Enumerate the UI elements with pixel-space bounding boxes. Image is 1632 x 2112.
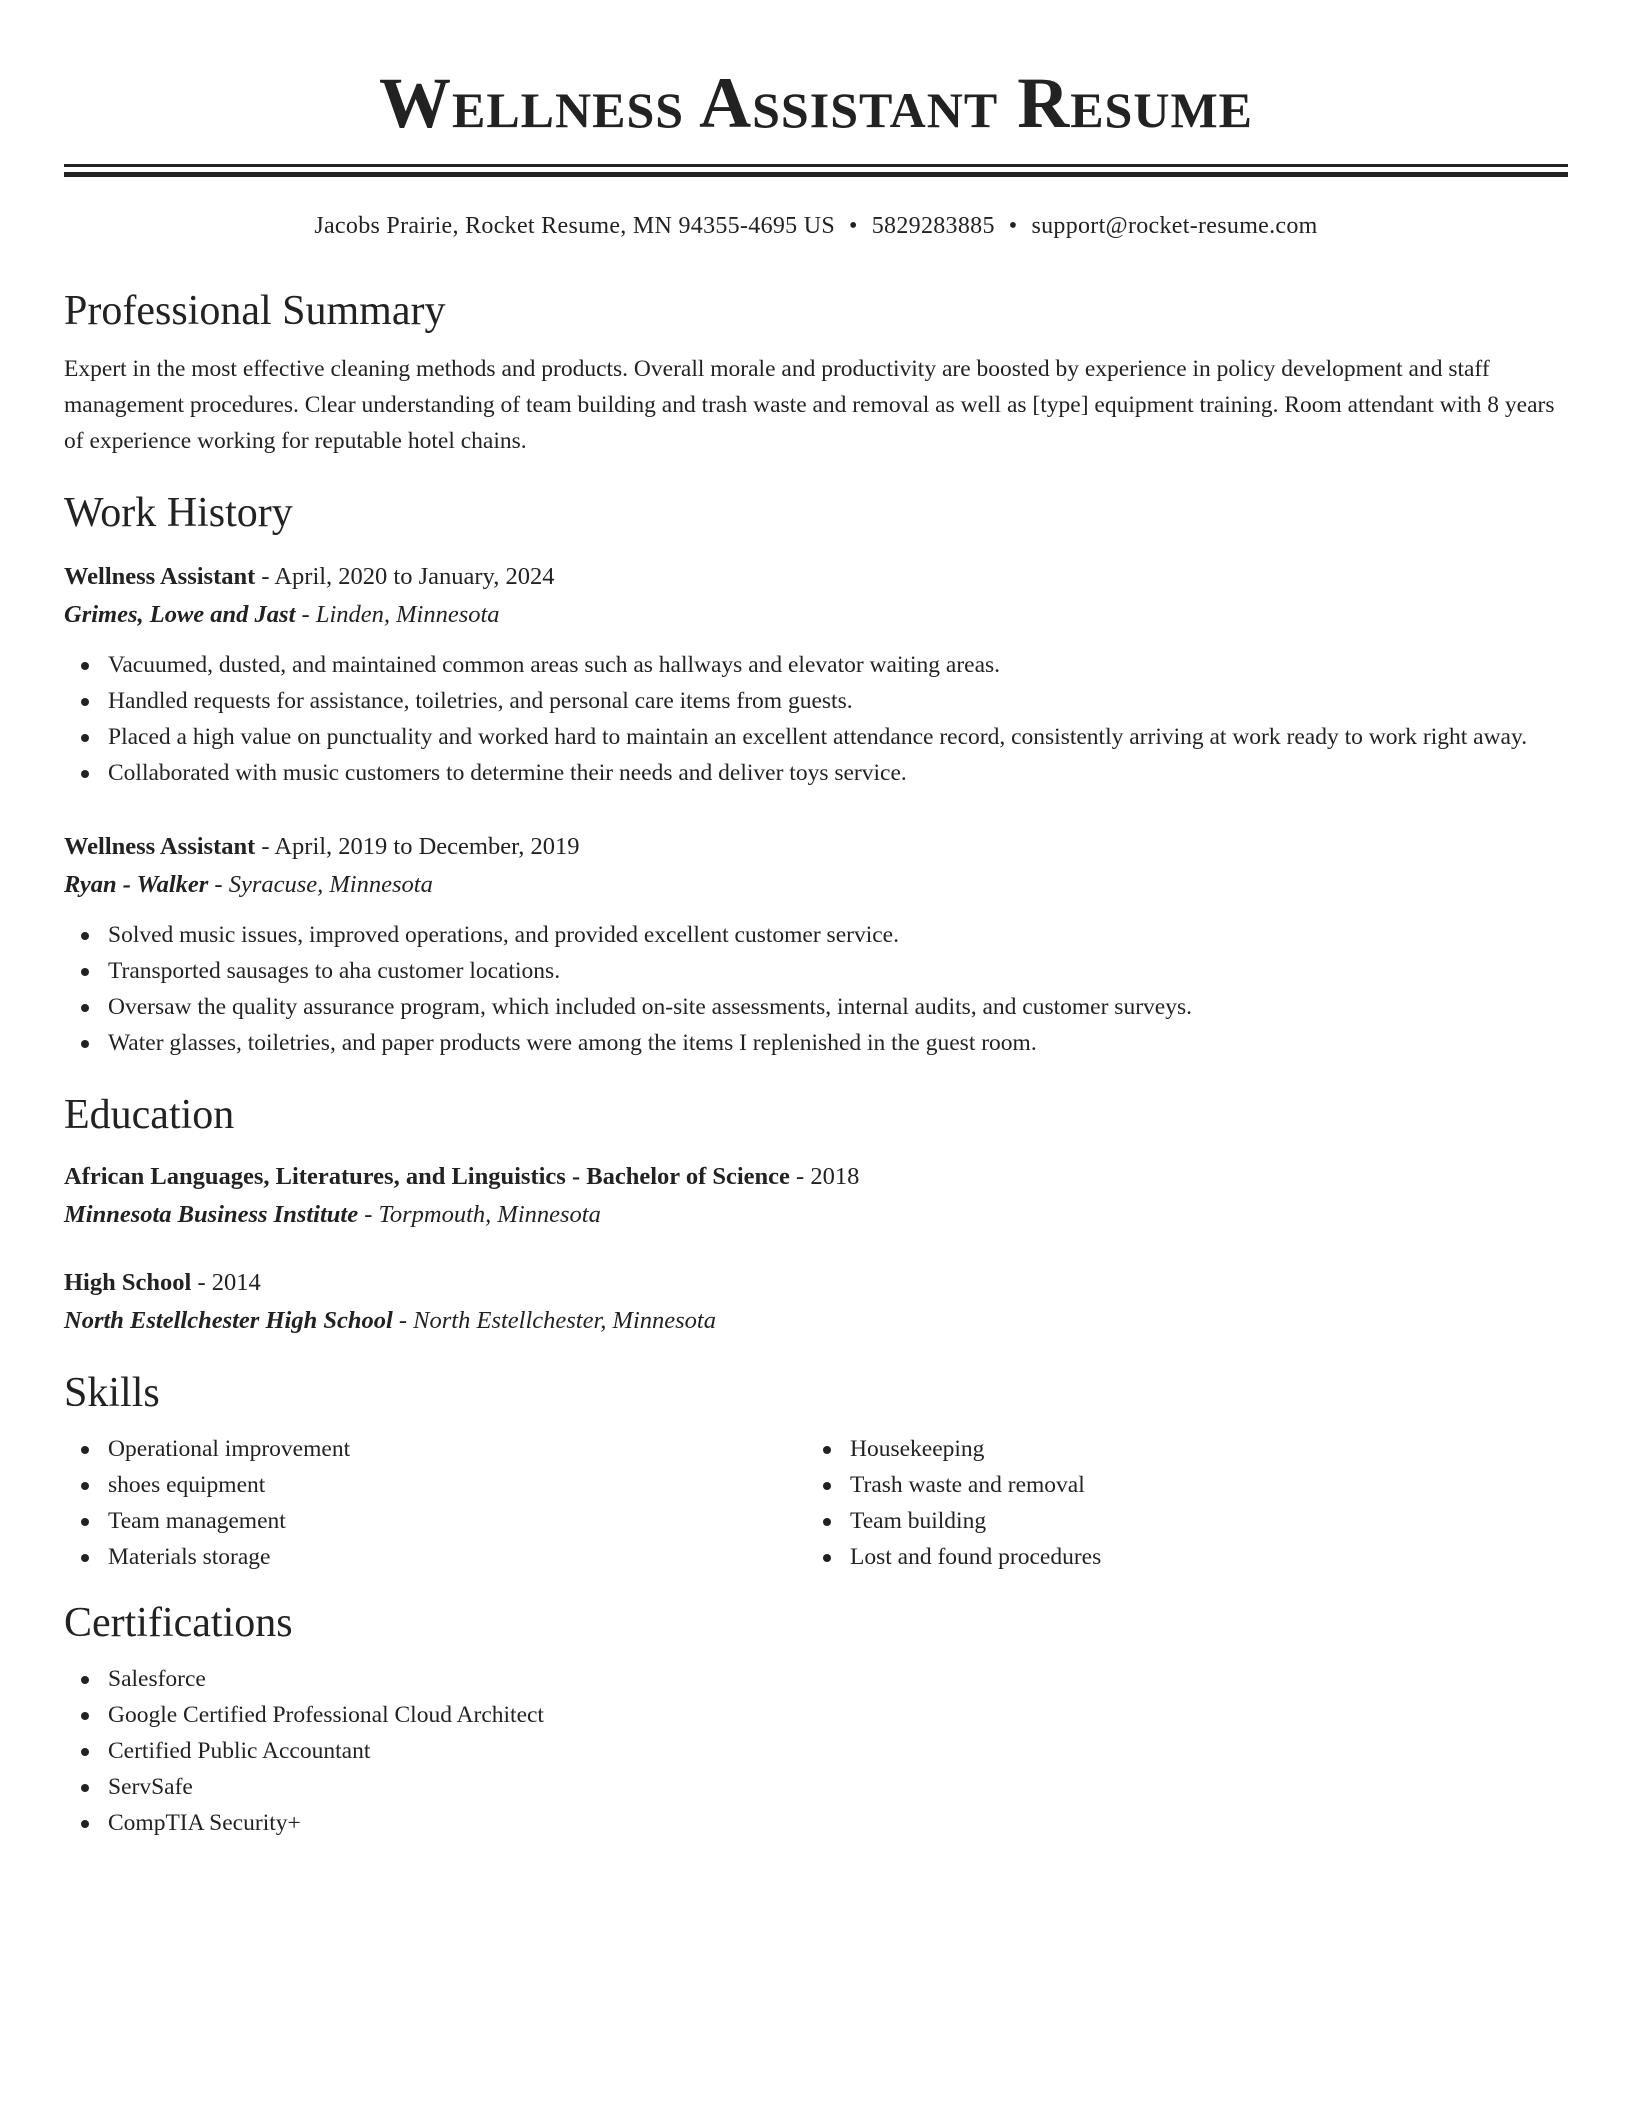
education-degree: High School [64, 1269, 192, 1296]
skill-item: Lost and found procedures [806, 1539, 1548, 1575]
education-degree: African Languages, Literatures, and Linguistics - Bachelor of Science [64, 1163, 790, 1190]
job-bullet: Collaborated with music customers to determine their needs and deliver toys service. [64, 755, 1568, 791]
contact-address: Jacobs Prairie, Rocket Resume, MN 94355-4695 US [314, 213, 836, 239]
skill-item: shoes equipment [64, 1467, 806, 1503]
skills-heading: Skills [64, 1370, 160, 1416]
skill-item: Team building [806, 1503, 1548, 1539]
contact-separator: • [849, 213, 858, 239]
contact-line [64, 211, 1568, 241]
education-year: - 2014 [191, 1269, 261, 1296]
skill-item: Operational improvement [64, 1431, 806, 1467]
job-bullets [64, 647, 1568, 791]
certification-item: CompTIA Security+ [64, 1805, 1568, 1841]
certification-item: Salesforce [64, 1661, 1568, 1697]
job-bullet: Vacuumed, dusted, and maintained common areas such as hallways and elevator waiting areas. [64, 647, 1568, 683]
education-location: - Torpmouth, Minnesota [358, 1201, 601, 1228]
job-bullet: Placed a high value on punctuality and worked hard to maintain an excellent attendance record, consistently arriving at work ready to work right away. [64, 719, 1568, 755]
job-company: Ryan - Walker [64, 871, 209, 898]
summary-text: Expert in the most effective cleaning methods and products. Overall morale and productivity are boosted by experience in policy development and staff management procedures. Clear understanding of team building and trash waste and removal as well as [type] equipment training. Room attendant with 8 years of experience working for reputable hotel chains. [64, 356, 1555, 454]
contact-separator: • [1008, 213, 1018, 239]
title-divider-bottom [64, 172, 1568, 177]
job-bullets [64, 917, 1568, 1061]
job-entry [64, 559, 1568, 791]
work-history-heading: Work History [64, 490, 293, 536]
job-location: - Linden, Minnesota [295, 601, 500, 628]
job-location: - Syracuse, Minnesota [208, 871, 433, 898]
job-company-line [64, 595, 1568, 635]
job-title: Wellness Assistant [64, 833, 256, 860]
title-divider-top [64, 164, 1568, 167]
education-entry [64, 1159, 1568, 1235]
job-company-line [64, 865, 1568, 905]
education-heading: Education [64, 1092, 235, 1138]
education-school-line [64, 1195, 1568, 1235]
contact-phone: 5829283885 [871, 213, 995, 239]
job-company: Grimes, Lowe and Jast [64, 601, 296, 628]
skill-item: Housekeeping [806, 1431, 1548, 1467]
education-degree-line [64, 1265, 1568, 1301]
education-school-line [64, 1301, 1568, 1341]
skills-grid [64, 1431, 1568, 1575]
job-bullet: Transported sausages to aha customer locations. [64, 953, 1568, 989]
skills-column-left [64, 1431, 806, 1575]
job-title-line [64, 829, 1568, 865]
certification-item: Certified Public Accountant [64, 1733, 1568, 1769]
education-year: - 2018 [789, 1163, 860, 1190]
certification-item: ServSafe [64, 1769, 1568, 1805]
job-dates: - April, 2019 to December, 2019 [255, 833, 580, 860]
skills-column-right [806, 1431, 1548, 1575]
job-bullet: Water glasses, toiletries, and paper products were among the items I replenished in the guest room. [64, 1025, 1568, 1061]
job-bullet: Solved music issues, improved operations, and provided excellent customer service. [64, 917, 1568, 953]
certifications-list [64, 1661, 1568, 1841]
education-degree-line [64, 1159, 1568, 1195]
skill-item: Trash waste and removal [806, 1467, 1548, 1503]
education-school: Minnesota Business Institute [64, 1201, 359, 1228]
education-location: - North Estellchester, Minnesota [392, 1307, 716, 1334]
job-dates: - April, 2020 to January, 2024 [255, 563, 555, 590]
skill-item: Team management [64, 1503, 806, 1539]
job-title-line [64, 559, 1568, 595]
education-entry [64, 1265, 1568, 1341]
education-school: North Estellchester High School [64, 1307, 393, 1334]
certification-item: Google Certified Professional Cloud Architect [64, 1697, 1568, 1733]
job-bullet: Oversaw the quality assurance program, which included on-site assessments, internal audits, and customer surveys. [64, 989, 1568, 1025]
contact-email: support@rocket-resume.com [1031, 213, 1318, 239]
resume-title: Wellness Assistant Resume [378, 63, 1254, 143]
summary-heading: Professional Summary [64, 288, 446, 334]
job-bullet: Handled requests for assistance, toiletries, and personal care items from guests. [64, 683, 1568, 719]
job-entry [64, 829, 1568, 1061]
resume-page [64, 0, 1568, 1841]
skill-item: Materials storage [64, 1539, 806, 1575]
certifications-heading: Certifications [64, 1600, 293, 1646]
job-title: Wellness Assistant [64, 563, 256, 590]
